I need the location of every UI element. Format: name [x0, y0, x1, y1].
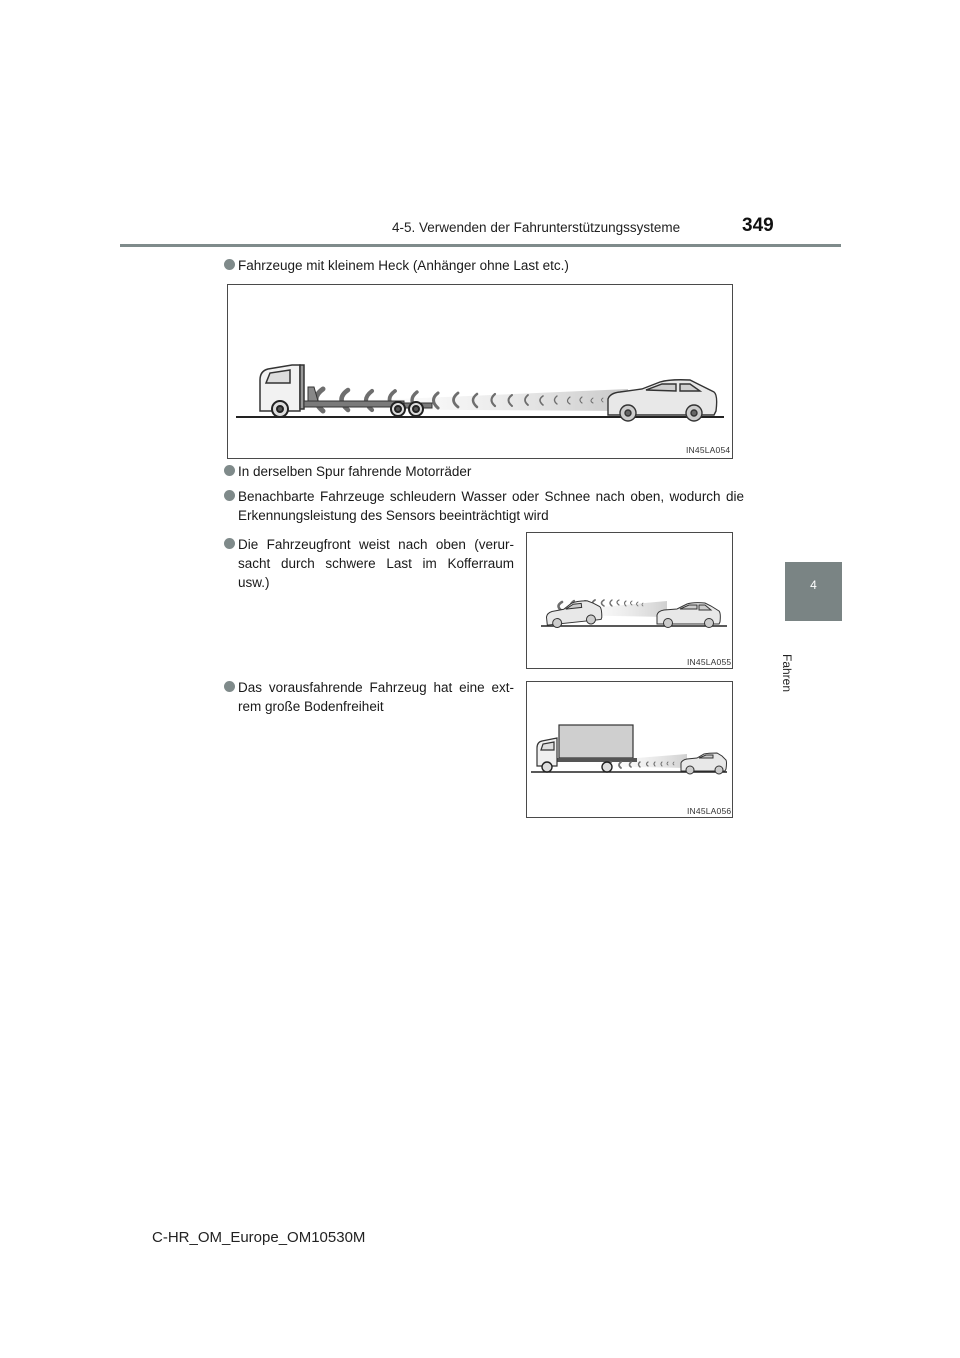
truck-chassis	[555, 758, 637, 762]
truck-box	[559, 725, 633, 758]
sedan-car	[681, 753, 727, 774]
figure-code: IN45LA054	[686, 445, 731, 455]
figure-nose-up	[526, 532, 733, 669]
bullet-icon	[224, 538, 235, 549]
list-item	[224, 678, 514, 718]
trailer-illustration	[228, 285, 732, 458]
tilted-car	[545, 599, 603, 628]
figure-code: IN45LA056	[687, 806, 732, 816]
list-item-text: sacht durch schwere Last im Kofferraum	[238, 556, 514, 571]
figure-trailer	[227, 284, 733, 459]
list-item	[224, 487, 744, 527]
figure-code: IN45LA055	[687, 657, 732, 667]
list-item-text: rem große Bodenfreiheit	[238, 699, 384, 714]
chapter-label-text: Fahren	[780, 654, 794, 693]
list-item-text: usw.)	[238, 575, 270, 590]
list-item-text: In derselben Spur fahrende Motorräder	[238, 464, 472, 479]
bullet-icon	[224, 259, 235, 270]
page-number: 349	[742, 215, 774, 236]
bullet-icon	[224, 490, 235, 501]
figure-high-clearance	[526, 681, 733, 818]
bullet-icon	[224, 465, 235, 476]
header-rule	[120, 244, 841, 247]
bullet-icon	[224, 681, 235, 692]
nose-up-illustration	[527, 533, 732, 668]
list-item-text: Erkennungsleistung des Sensors beeinträchtigt wird	[238, 508, 549, 523]
running-header: 4-5. Verwenden der Fahrunterstützungssysteme	[392, 220, 681, 235]
document-id: C-HR_OM_Europe_OM10530M	[152, 1229, 366, 1246]
list-item-text: Die Fahrzeugfront weist nach oben (verur-	[238, 537, 514, 552]
high-clearance-illustration	[527, 682, 732, 817]
list-item-text: Das vorausfahrende Fahrzeug hat eine ext-	[238, 680, 514, 695]
list-item-text: Fahrzeuge mit kleinem Heck (Anhänger ohne Last etc.)	[238, 258, 569, 273]
list-item-text: Benachbarte Fahrzeuge schleudern Wasser oder Schnee nach oben, wodurch die	[238, 489, 744, 504]
chapter-number: 4	[810, 578, 817, 592]
chapter-label	[778, 628, 838, 693]
list-item	[224, 535, 514, 595]
sedan-car	[608, 380, 717, 421]
